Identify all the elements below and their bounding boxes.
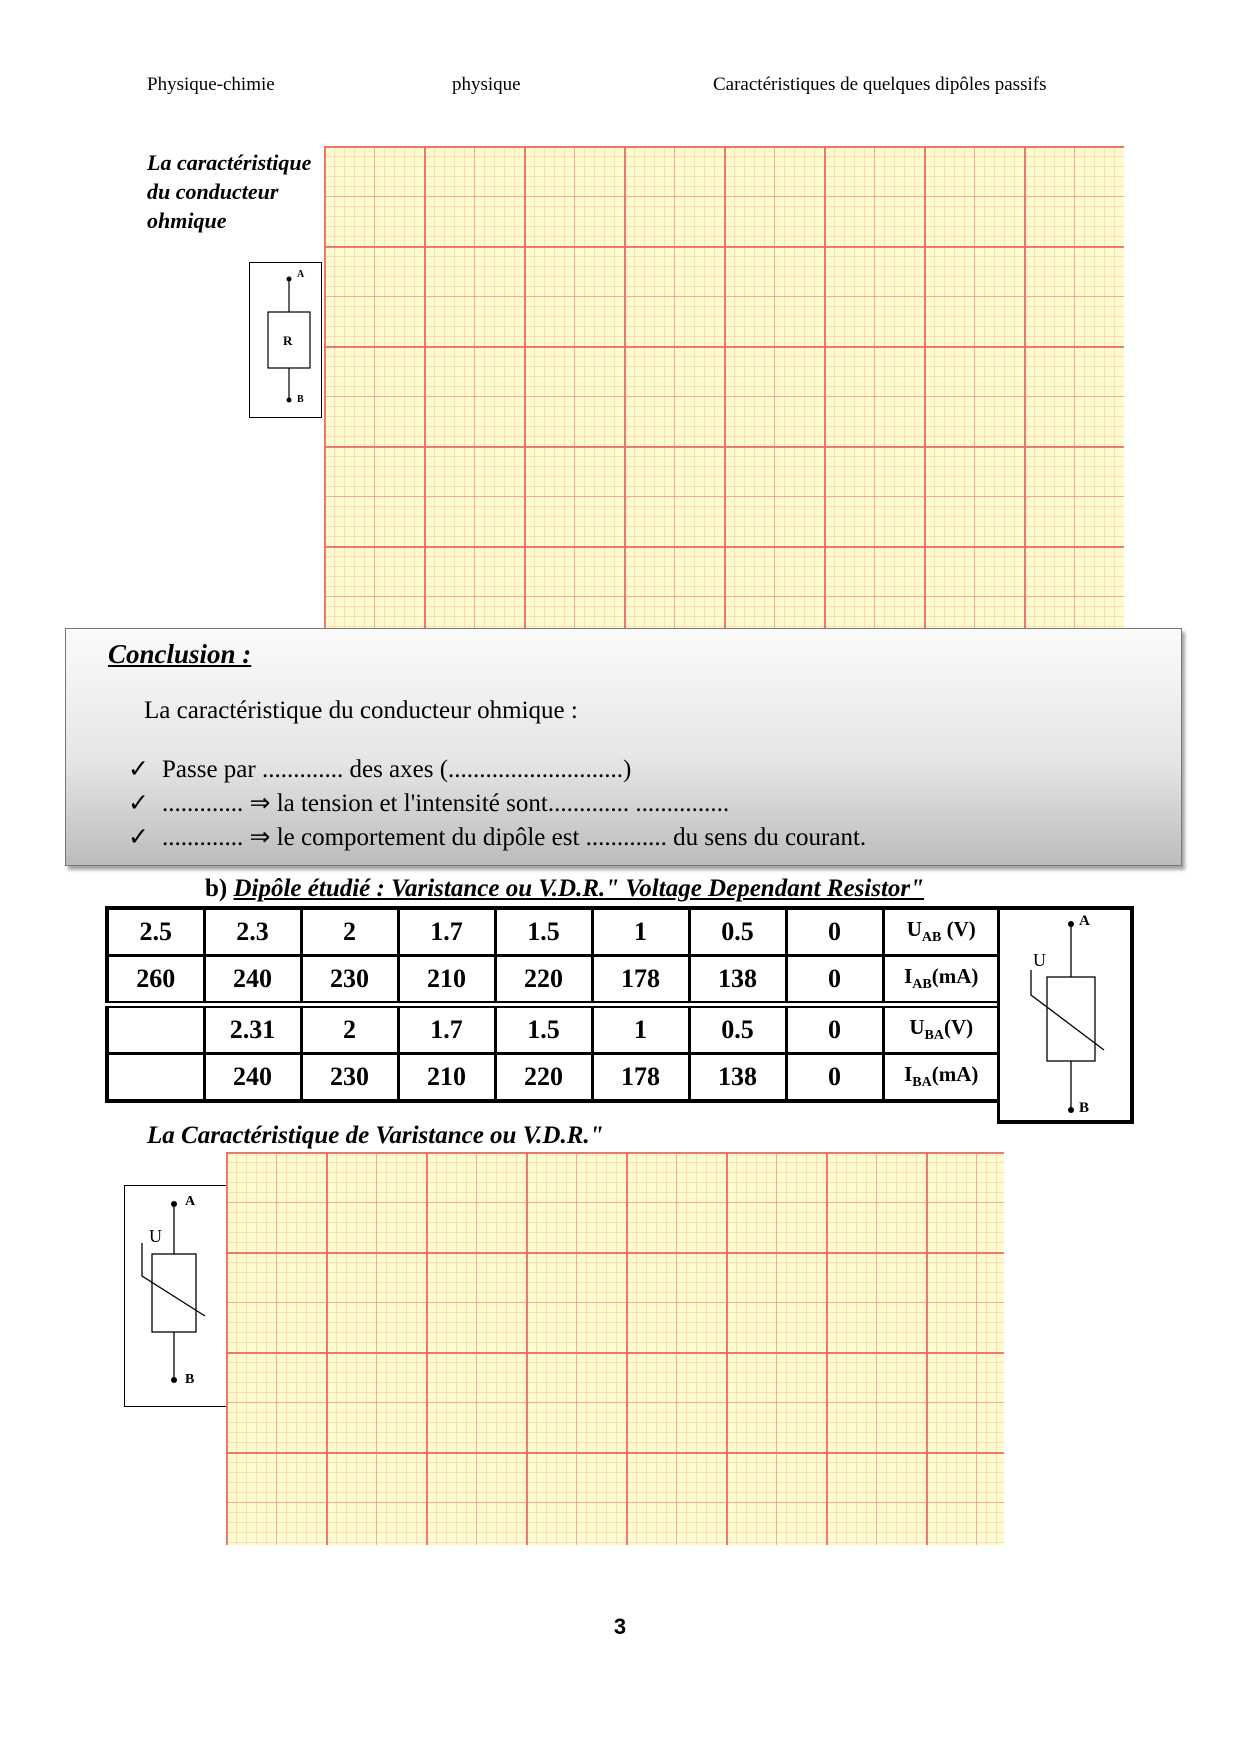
table-cell: 1.5 <box>495 1005 592 1054</box>
page-number: 3 <box>613 1614 627 1639</box>
table-cell: 210 <box>398 1054 495 1102</box>
vdr-table-terminal-a: A <box>1079 913 1090 929</box>
table-cell: 240 <box>204 1054 301 1102</box>
ohmic-title: La caractéristique du conducteur ohmique <box>147 150 312 233</box>
table-cell: 220 <box>495 1054 592 1102</box>
vdr-table-terminal-b: B <box>1079 1100 1090 1116</box>
table-cell: 2 <box>301 1005 398 1054</box>
resistor-label: R <box>283 333 293 348</box>
table-row <box>107 1005 1000 1054</box>
table-cell: 1 <box>592 908 689 956</box>
table-cell: 210 <box>398 956 495 1005</box>
checkmark-icon: ✓ <box>128 790 149 817</box>
table-cell <box>107 1005 204 1054</box>
vdr-graph-voltage-label: U <box>149 1226 162 1246</box>
conclusion-item: ✓ Passe par ............. des axes (............................) <box>128 756 632 783</box>
conclusion-item: ✓ ............. ⇒ la tension et l'intensité sont............. ............... <box>128 790 730 817</box>
table-cell: 2.5 <box>107 908 204 956</box>
table-cell: 138 <box>689 956 786 1005</box>
table-cell: 0 <box>786 908 883 956</box>
checkmark-icon: ✓ <box>128 756 149 783</box>
row-label-uba: $U_{BA}(V)$ <box>883 1005 1000 1054</box>
resistor-terminal-a: A <box>297 269 305 280</box>
table-cell: 1.5 <box>495 908 592 956</box>
vdr-graph-terminal-a: A <box>185 1194 196 1209</box>
table-cell <box>107 1054 204 1102</box>
table-cell: 1.7 <box>398 908 495 956</box>
vdr-table-diagram <box>997 906 1134 1124</box>
resistor-diagram <box>249 262 322 418</box>
resistor-terminal-b: B <box>297 394 304 405</box>
table-cell: 178 <box>592 1054 689 1102</box>
table-cell: 1 <box>592 1005 689 1054</box>
table-cell: 0.5 <box>689 1005 786 1054</box>
table-cell: 2.3 <box>204 908 301 956</box>
conclusion-intro: La caractéristique du conducteur ohmique : <box>144 697 578 724</box>
table-cell: 2 <box>301 908 398 956</box>
table-cell: 178 <box>592 956 689 1005</box>
table-cell: 1.7 <box>398 1005 495 1054</box>
table-cell: 230 <box>301 1054 398 1102</box>
conclusion-title: Conclusion : <box>108 639 252 669</box>
conclusion-box <box>65 628 1182 866</box>
varistor-symbol-icon <box>1000 910 1130 1120</box>
table-cell: 0.5 <box>689 908 786 956</box>
ohmic-graph-paper[interactable] <box>324 146 1124 628</box>
table-cell: 0 <box>786 1005 883 1054</box>
section-b-title: Dipôle étudié : Varistance ou V.D.R." Voltage Dependant Resistor" <box>233 875 925 902</box>
vdr-graph-paper[interactable] <box>226 1152 1004 1545</box>
table-cell: 138 <box>689 1054 786 1102</box>
table-cell: 2.31 <box>204 1005 301 1054</box>
vdr-graph-terminal-b: B <box>185 1372 195 1387</box>
section-b-heading: b) Dipôle étudié : Varistance ou V.D.R." Voltage Dependant Resistor" <box>205 875 925 902</box>
table-row <box>107 1054 1000 1102</box>
header-chapter: Caractéristiques de quelques dipôles passifs <box>713 74 1047 95</box>
vdr-table-voltage-label: U <box>1033 950 1046 970</box>
row-label-iba: $I_{BA}(mA)$ <box>883 1054 1000 1102</box>
row-label-uab: $U_{AB}$ (V) <box>883 908 1000 956</box>
table-row <box>107 908 1000 956</box>
table-cell: 230 <box>301 956 398 1005</box>
checkmark-icon: ✓ <box>128 824 149 851</box>
table-cell: 220 <box>495 956 592 1005</box>
vdr-graph-diagram <box>124 1185 227 1407</box>
table-cell: 0 <box>786 956 883 1005</box>
vdr-data-table <box>105 906 1002 1103</box>
conclusion-item: ✓ ............. ⇒ le comportement du dipôle est ............. du sens du courant. <box>128 824 867 851</box>
table-row <box>107 956 1000 1005</box>
table-cell: 260 <box>107 956 204 1005</box>
table-cell: 240 <box>204 956 301 1005</box>
varistor-symbol-icon <box>125 1186 226 1406</box>
table-cell: 0 <box>786 1054 883 1102</box>
header-branch: physique <box>452 74 521 95</box>
header-subject: Physique-chimie <box>147 74 275 95</box>
row-label-iab: $I_{AB}(mA)$ <box>883 956 1000 1005</box>
vdr-graph-title: La Caractéristique de Varistance ou V.D.R." <box>147 1122 604 1149</box>
